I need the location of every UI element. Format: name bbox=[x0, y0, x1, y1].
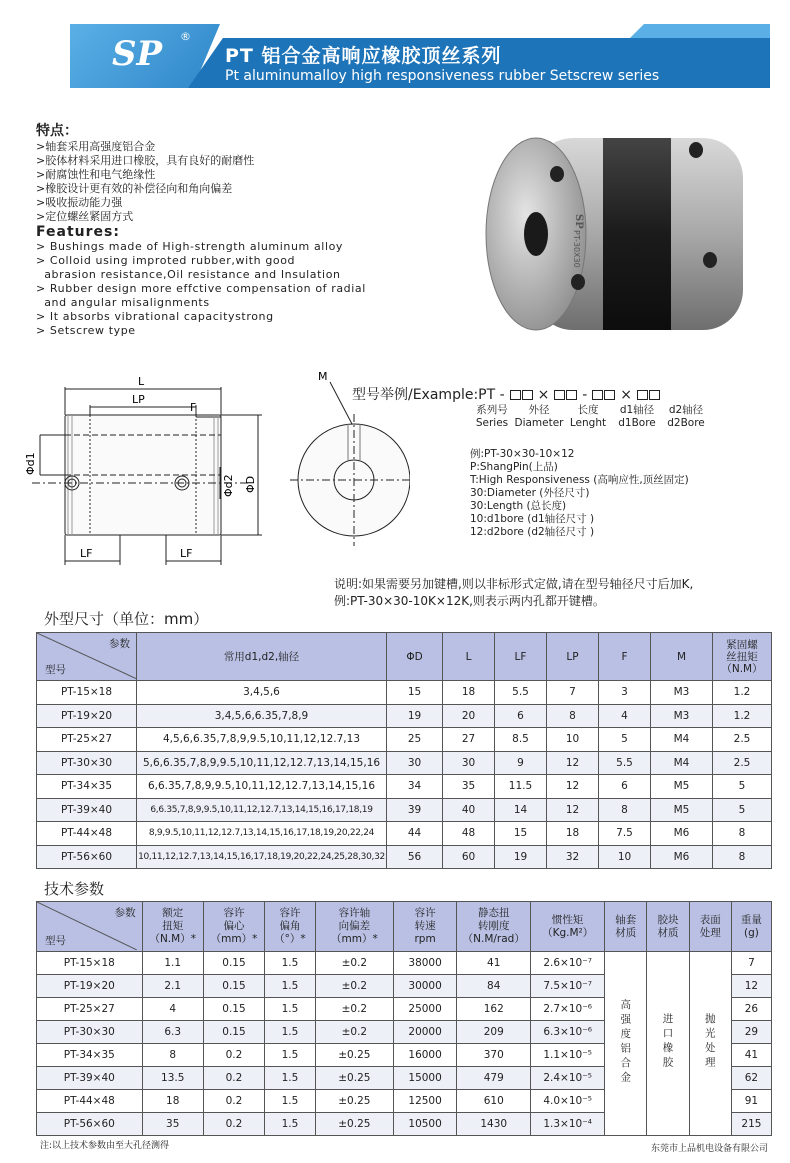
value-cell: 6,6.35,7,8,9,9.5,10,11,12,12.7,13,14,15,16,17,18,19 bbox=[137, 798, 387, 822]
dimension-table bbox=[36, 632, 772, 869]
rubber-spider bbox=[603, 138, 671, 330]
dim-header-cell: 常用d1,d2,轴径 bbox=[137, 633, 387, 681]
value-cell: 370 bbox=[457, 1044, 531, 1067]
example-line: T:High Responsiveness (高响应性,顶丝固定) bbox=[470, 474, 689, 486]
model-cell: PT-15×18 bbox=[37, 681, 137, 705]
value-cell: 209 bbox=[457, 1021, 531, 1044]
tech-table-header bbox=[37, 902, 772, 952]
value-cell: 3,4,5,6 bbox=[137, 681, 387, 705]
value-cell: 0.15 bbox=[203, 975, 264, 998]
value-cell: 5,6,6.35,7,8,9,9.5,10,11,12,12.7,13,14,15,16 bbox=[137, 751, 387, 775]
dim-header-cell: LF bbox=[495, 633, 547, 681]
value-cell: 10 bbox=[547, 728, 599, 752]
tech-header-line: （mm）* bbox=[210, 933, 258, 945]
value-cell: 0.15 bbox=[203, 1021, 264, 1044]
diag-bottom-label: 型号 bbox=[45, 664, 66, 676]
footer-note: 注:以上技术参数由至大孔径测得 bbox=[40, 1141, 170, 1151]
tech-header-cell bbox=[731, 902, 771, 952]
value-cell: 30000 bbox=[393, 975, 456, 998]
example-lines bbox=[470, 448, 689, 539]
tech-header-line: 处理 bbox=[699, 926, 721, 939]
dim-header-torque-line: 丝扭矩 bbox=[726, 650, 758, 663]
value-cell: 4 bbox=[599, 704, 651, 728]
example-line: 例:PT-30×30-10×12 bbox=[470, 448, 575, 460]
table-row bbox=[37, 704, 772, 728]
tech-header-line: 惯性矩 bbox=[551, 913, 584, 926]
value-cell: 6 bbox=[495, 704, 547, 728]
model-cell: PT-30×30 bbox=[37, 1021, 143, 1044]
tech-header-line: 偏角 bbox=[279, 920, 301, 932]
value-cell: 1.1 bbox=[142, 952, 203, 975]
features-cn bbox=[36, 120, 254, 224]
value-cell: 9 bbox=[495, 751, 547, 775]
registered-mark: ® bbox=[180, 30, 191, 43]
tech-section-title: 技术参数 bbox=[44, 880, 105, 898]
model-cell: PT-19×20 bbox=[37, 975, 143, 998]
model-cell: PT-56×60 bbox=[37, 1113, 143, 1136]
model-cell: PT-25×27 bbox=[37, 998, 143, 1021]
model-cell: PT-44×48 bbox=[37, 1090, 143, 1113]
value-cell: 1.1×10⁻⁵ bbox=[531, 1044, 605, 1067]
feature-item-en: > It absorbs vibrational capacitystrong bbox=[36, 310, 274, 323]
value-cell: 1.5 bbox=[265, 1090, 316, 1113]
value-cell: 3,4,5,6,6.35,7,8,9 bbox=[137, 704, 387, 728]
engraving-logo: SP bbox=[573, 214, 584, 229]
model-cell: PT-56×60 bbox=[37, 845, 137, 869]
example-legend-cn bbox=[470, 404, 710, 417]
value-cell: 35 bbox=[142, 1113, 203, 1136]
value-cell: 13.5 bbox=[142, 1067, 203, 1090]
example-line: 12:d2bore (d2轴径尺寸 ) bbox=[470, 526, 595, 538]
features-list-en bbox=[36, 240, 366, 338]
tech-header-line: 静态扭 bbox=[477, 907, 510, 919]
value-cell: M3 bbox=[651, 681, 713, 705]
value-cell: 30 bbox=[387, 751, 443, 775]
value-cell: 479 bbox=[457, 1067, 531, 1090]
brand-logo: SP bbox=[112, 34, 163, 74]
diag-top-label: 参数 bbox=[114, 907, 136, 919]
feature-item-cn: >定位螺丝紧固方式 bbox=[36, 210, 134, 223]
value-cell: 0.2 bbox=[203, 1090, 264, 1113]
example-col-en: Diameter bbox=[514, 417, 564, 429]
example-sep: × bbox=[620, 387, 632, 403]
dim-table-header bbox=[37, 633, 772, 681]
table-row bbox=[37, 775, 772, 799]
value-cell: 12500 bbox=[393, 1090, 456, 1113]
tech-header-line: 扭矩 bbox=[162, 920, 184, 932]
side-view-drawing bbox=[20, 375, 280, 575]
example-legend bbox=[470, 404, 710, 430]
value-cell: 5 bbox=[713, 775, 772, 799]
dim-label-LP: LP bbox=[132, 393, 145, 406]
value-cell: 18 bbox=[547, 822, 599, 846]
tech-header-line: 材质 bbox=[657, 926, 679, 939]
keyway-note-line: 例:PT-30×30-10K×12K,则表示两内孔都开键槽。 bbox=[334, 594, 605, 608]
tech-header-cell bbox=[393, 902, 456, 952]
value-cell: 84 bbox=[457, 975, 531, 998]
value-cell: 60 bbox=[443, 845, 495, 869]
features-heading-en: Features: bbox=[36, 224, 120, 240]
example-col-en: Series bbox=[475, 417, 509, 429]
value-cell: 0.2 bbox=[203, 1044, 264, 1067]
tech-header-line: 胶块 bbox=[657, 913, 679, 926]
value-cell: 6.3×10⁻⁶ bbox=[531, 1021, 605, 1044]
example-title bbox=[352, 384, 660, 404]
tech-header-line: 容许轴 bbox=[338, 907, 371, 919]
tech-header-line: （N.M/rad） bbox=[462, 933, 525, 945]
value-cell: 1.5 bbox=[265, 1113, 316, 1136]
diag-header-cell bbox=[37, 902, 143, 952]
value-cell: 8,9,9.5,10,11,12,12.7,13,14,15,16,17,18,19,20,22,24 bbox=[137, 822, 387, 846]
value-cell: 39 bbox=[387, 798, 443, 822]
weight-cell: 7 bbox=[731, 952, 771, 975]
tech-header-line: 偏心 bbox=[223, 920, 245, 932]
value-cell: 2.5 bbox=[713, 751, 772, 775]
value-cell: ±0.25 bbox=[315, 1090, 393, 1113]
value-cell: 20 bbox=[443, 704, 495, 728]
example-sep: × bbox=[537, 387, 550, 403]
dim-label-d2: Φd2 bbox=[222, 474, 235, 497]
page-title-en: Pt aluminumalloy high responsiveness rubber Setscrew series bbox=[225, 68, 660, 84]
feature-item-cn: >轴套采用高强度铝合金 bbox=[36, 140, 156, 153]
example-dash: - bbox=[582, 387, 588, 403]
dim-header-cell: F bbox=[599, 633, 651, 681]
dim-section-title: 外型尺寸（单位：mm） bbox=[44, 610, 209, 628]
example-title-text: 型号举例/Example:PT - bbox=[352, 387, 505, 403]
value-cell: 12 bbox=[547, 751, 599, 775]
dim-table-body bbox=[37, 681, 772, 869]
tech-header-line: （°）* bbox=[274, 933, 306, 945]
value-cell: 14 bbox=[495, 798, 547, 822]
dim-label-LF-left: LF bbox=[80, 547, 93, 560]
value-cell: 56 bbox=[387, 845, 443, 869]
setscrew-hole bbox=[689, 142, 703, 158]
value-cell: 1.5 bbox=[265, 998, 316, 1021]
diag-bottom-label: 型号 bbox=[45, 935, 66, 947]
value-cell: 1.5 bbox=[265, 1067, 316, 1090]
tech-header-line: 材质 bbox=[615, 926, 637, 939]
value-cell: 16000 bbox=[393, 1044, 456, 1067]
value-cell: 8 bbox=[547, 704, 599, 728]
value-cell: 2.1 bbox=[142, 975, 203, 998]
table-row bbox=[37, 751, 772, 775]
value-cell: 44 bbox=[387, 822, 443, 846]
value-cell: 2.4×10⁻⁵ bbox=[531, 1067, 605, 1090]
value-cell: 25000 bbox=[393, 998, 456, 1021]
example-col-en: d1Bore bbox=[618, 417, 656, 429]
example-col-cn: 长度 bbox=[577, 404, 599, 416]
dim-label-d1: Φd1 bbox=[24, 452, 37, 475]
keyway-note bbox=[334, 576, 693, 610]
value-cell: 8 bbox=[142, 1044, 203, 1067]
diag-header-cell bbox=[37, 633, 137, 681]
model-cell: PT-44×48 bbox=[37, 822, 137, 846]
value-cell: 10 bbox=[599, 845, 651, 869]
feature-item-en: > Rubber design more effctive compensation of radial bbox=[36, 282, 366, 295]
value-cell: 19 bbox=[387, 704, 443, 728]
value-cell: 11.5 bbox=[495, 775, 547, 799]
value-cell: 1.5 bbox=[265, 1021, 316, 1044]
value-cell: 1.5 bbox=[265, 975, 316, 998]
bushing-material-cell bbox=[605, 952, 647, 1136]
model-cell: PT-34×35 bbox=[37, 1044, 143, 1067]
example-col-cn: 系列号 bbox=[476, 404, 508, 416]
dim-label-LF-right: LF bbox=[180, 547, 193, 560]
tech-header-cell bbox=[689, 902, 731, 952]
banner-accent bbox=[630, 24, 770, 38]
example-line: 30:Length (总长度) bbox=[470, 500, 567, 512]
vertical-text: 高强度铝合金 bbox=[619, 998, 632, 1086]
dim-header-torque bbox=[713, 633, 772, 681]
table-row bbox=[37, 798, 772, 822]
setscrew-hole bbox=[550, 166, 564, 182]
dim-label-M: M bbox=[318, 370, 328, 383]
value-cell: 5 bbox=[599, 728, 651, 752]
dim-header-cell: L bbox=[443, 633, 495, 681]
value-cell: 32 bbox=[547, 845, 599, 869]
tech-table-body bbox=[37, 952, 772, 1136]
value-cell: 6.3 bbox=[142, 1021, 203, 1044]
setscrew-hole bbox=[703, 252, 717, 268]
value-cell: 8.5 bbox=[495, 728, 547, 752]
value-cell: 25 bbox=[387, 728, 443, 752]
feature-item-en: > Bushings made of High-strength aluminum alloy bbox=[36, 240, 344, 253]
value-cell: 15 bbox=[387, 681, 443, 705]
value-cell: 27 bbox=[443, 728, 495, 752]
value-cell: 3 bbox=[599, 681, 651, 705]
dim-header-torque-line: （N.M） bbox=[721, 662, 763, 675]
tech-header-line: 向偏差 bbox=[338, 920, 371, 932]
value-cell: 1.3×10⁻⁴ bbox=[531, 1113, 605, 1136]
value-cell: 0.15 bbox=[203, 952, 264, 975]
value-cell: 48 bbox=[443, 822, 495, 846]
dim-header-torque-line: 紧固螺 bbox=[726, 638, 758, 651]
feature-item-cn: >橡胶设计更有效的补偿径向和角向偏差 bbox=[36, 182, 233, 195]
model-cell: PT-25×27 bbox=[37, 728, 137, 752]
example-line: P:ShangPin(上品) bbox=[470, 461, 558, 473]
value-cell: 4.0×10⁻⁵ bbox=[531, 1090, 605, 1113]
product-photo bbox=[478, 130, 760, 340]
value-cell: 40 bbox=[443, 798, 495, 822]
engraving-model: PT-30X30 bbox=[572, 230, 581, 268]
value-cell: M5 bbox=[651, 775, 713, 799]
value-cell: 5.5 bbox=[599, 751, 651, 775]
tech-header-line: （N.M）* bbox=[149, 933, 196, 945]
tech-header-line: 额定 bbox=[162, 907, 184, 919]
value-cell: 8 bbox=[599, 798, 651, 822]
feature-item-en: > Colloid using improted rubber,with good bbox=[36, 254, 296, 267]
value-cell: 4,5,6,6.35,7,8,9,9.5,10,11,12,12.7,13 bbox=[137, 728, 387, 752]
value-cell: 0.2 bbox=[203, 1067, 264, 1090]
tech-header-line: 转刚度 bbox=[477, 920, 510, 932]
table-row bbox=[37, 681, 772, 705]
dim-label-L: L bbox=[138, 375, 145, 388]
table-row bbox=[37, 845, 772, 869]
value-cell: 4 bbox=[142, 998, 203, 1021]
value-cell: 0.2 bbox=[203, 1113, 264, 1136]
tech-header-line: 容许 bbox=[279, 907, 301, 919]
value-cell: 18 bbox=[443, 681, 495, 705]
rubber-material-cell bbox=[647, 952, 689, 1136]
value-cell: 15000 bbox=[393, 1067, 456, 1090]
value-cell: M6 bbox=[651, 845, 713, 869]
tech-header-line: 转速 bbox=[414, 920, 436, 932]
value-cell: M3 bbox=[651, 704, 713, 728]
value-cell: 12 bbox=[547, 775, 599, 799]
table-row bbox=[37, 822, 772, 846]
value-cell: 2.6×10⁻⁷ bbox=[531, 952, 605, 975]
value-cell: M4 bbox=[651, 751, 713, 775]
value-cell: ±0.2 bbox=[315, 998, 393, 1021]
dim-header-cell: M bbox=[651, 633, 713, 681]
feature-item-cn: >胶体材料采用进口橡胶，具有良好的耐磨性 bbox=[36, 154, 255, 167]
weight-cell: 12 bbox=[731, 975, 771, 998]
example-col-cn: d1轴径 bbox=[619, 404, 655, 416]
surface-material-cell bbox=[689, 952, 731, 1136]
value-cell: 34 bbox=[387, 775, 443, 799]
value-cell: 7.5×10⁻⁷ bbox=[531, 975, 605, 998]
features-list-cn bbox=[36, 140, 254, 224]
dim-header-cell: LP bbox=[547, 633, 599, 681]
value-cell: M5 bbox=[651, 798, 713, 822]
tech-header-cell bbox=[142, 902, 203, 952]
features-en bbox=[36, 224, 366, 338]
model-cell: PT-30×30 bbox=[37, 751, 137, 775]
value-cell: 1430 bbox=[457, 1113, 531, 1136]
feature-item-en: abrasion resistance,Oil resistance and Insulation bbox=[36, 268, 341, 281]
features-heading-cn: 特点： bbox=[36, 123, 78, 139]
value-cell: 6 bbox=[599, 775, 651, 799]
tech-header-line: 表面 bbox=[699, 913, 721, 926]
tech-header-cell bbox=[647, 902, 689, 952]
footer-company: 东莞市上品机电设备有限公司 bbox=[650, 1144, 768, 1154]
model-cell: PT-39×40 bbox=[37, 1067, 143, 1090]
value-cell: 7.5 bbox=[599, 822, 651, 846]
tech-header-cell bbox=[531, 902, 605, 952]
example-line: 30:Diameter (外径尺寸) bbox=[470, 487, 590, 499]
value-cell: 7 bbox=[547, 681, 599, 705]
value-cell: 18 bbox=[142, 1090, 203, 1113]
diag-top-label: 参数 bbox=[109, 638, 130, 650]
setscrew-hole bbox=[571, 274, 585, 290]
feature-item-cn: >吸收振动能力强 bbox=[36, 196, 123, 209]
weight-cell: 41 bbox=[731, 1044, 771, 1067]
example-col-cn: d2轴径 bbox=[668, 404, 704, 416]
tech-header-cell bbox=[315, 902, 393, 952]
value-cell: ±0.25 bbox=[315, 1044, 393, 1067]
value-cell: 35 bbox=[443, 775, 495, 799]
value-cell: 19 bbox=[495, 845, 547, 869]
tech-header-cell bbox=[605, 902, 647, 952]
value-cell: 1.2 bbox=[713, 704, 772, 728]
value-cell: 15 bbox=[495, 822, 547, 846]
tech-header-line: rpm bbox=[414, 933, 436, 945]
tech-header-cell bbox=[203, 902, 264, 952]
value-cell: 2.7×10⁻⁶ bbox=[531, 998, 605, 1021]
value-cell: 1.2 bbox=[713, 681, 772, 705]
feature-item-en: > Setscrew type bbox=[36, 324, 136, 337]
value-cell: M4 bbox=[651, 728, 713, 752]
example-col-en: Lenght bbox=[569, 417, 607, 429]
vertical-text: 进口橡胶 bbox=[661, 1013, 674, 1071]
value-cell: 8 bbox=[713, 845, 772, 869]
value-cell: ±0.25 bbox=[315, 1113, 393, 1136]
example-line: 10:d1bore (d1轴径尺寸 ) bbox=[470, 513, 595, 525]
model-cell: PT-39×40 bbox=[37, 798, 137, 822]
tech-header-line: 轴套 bbox=[615, 913, 637, 926]
weight-cell: 215 bbox=[731, 1113, 771, 1136]
header-banner bbox=[70, 24, 770, 88]
value-cell: ±0.2 bbox=[315, 1021, 393, 1044]
value-cell: 162 bbox=[457, 998, 531, 1021]
dim-label-F: F bbox=[190, 401, 197, 414]
value-cell: 10500 bbox=[393, 1113, 456, 1136]
value-cell: 5 bbox=[713, 798, 772, 822]
value-cell: 10,11,12,12.7,13,14,15,16,17,18,19,20,22,24,25,28,30,32 bbox=[137, 845, 387, 869]
weight-cell: 29 bbox=[731, 1021, 771, 1044]
value-cell: 6,6.35,7,8,9,9.5,10,11,12,12.7,13,14,15,16 bbox=[137, 775, 387, 799]
page-title-cn: PT 铝合金高响应橡胶顶丝系列 bbox=[225, 45, 502, 67]
value-cell: ±0.25 bbox=[315, 1067, 393, 1090]
tech-header-line: 容许 bbox=[223, 907, 245, 919]
technical-table bbox=[36, 901, 772, 1136]
tech-header-line: （mm）* bbox=[330, 933, 378, 945]
tech-header-cell bbox=[265, 902, 316, 952]
value-cell: ±0.2 bbox=[315, 952, 393, 975]
feature-item-en: and angular misalignments bbox=[36, 296, 210, 309]
value-cell: 12 bbox=[547, 798, 599, 822]
example-legend-en bbox=[470, 417, 710, 430]
value-cell: 2.5 bbox=[713, 728, 772, 752]
value-cell: 41 bbox=[457, 952, 531, 975]
tech-header-line: 重量 bbox=[740, 913, 762, 926]
value-cell: M6 bbox=[651, 822, 713, 846]
feature-item-cn: >耐腐蚀性和电气绝缘性 bbox=[36, 168, 156, 181]
value-cell: 20000 bbox=[393, 1021, 456, 1044]
table-row bbox=[37, 728, 772, 752]
value-cell: 0.15 bbox=[203, 998, 264, 1021]
value-cell: 610 bbox=[457, 1090, 531, 1113]
vertical-text: 抛光处理 bbox=[703, 1013, 716, 1071]
value-cell: 30 bbox=[443, 751, 495, 775]
value-cell: 1.5 bbox=[265, 952, 316, 975]
tech-header-line: (g) bbox=[743, 926, 759, 939]
keyway-note-line: 说明:如果需要另加键槽,则以非标形式定做,请在型号轴径尺寸后加K, bbox=[334, 577, 694, 591]
bore-hole bbox=[524, 212, 548, 256]
tech-header-line: （Kg.M²） bbox=[542, 926, 594, 939]
tech-header-line: 容许 bbox=[414, 907, 436, 919]
dim-label-D: ΦD bbox=[244, 475, 257, 493]
weight-cell: 62 bbox=[731, 1067, 771, 1090]
example-col-cn: 外径 bbox=[528, 404, 550, 416]
value-cell: 8 bbox=[713, 822, 772, 846]
value-cell: 5.5 bbox=[495, 681, 547, 705]
tech-header-cell bbox=[457, 902, 531, 952]
dim-header-cell: ΦD bbox=[387, 633, 443, 681]
model-cell: PT-34×35 bbox=[37, 775, 137, 799]
value-cell: 1.5 bbox=[265, 1044, 316, 1067]
value-cell: 38000 bbox=[393, 952, 456, 975]
model-cell: PT-19×20 bbox=[37, 704, 137, 728]
table-row bbox=[37, 952, 772, 975]
weight-cell: 91 bbox=[731, 1090, 771, 1113]
weight-cell: 26 bbox=[731, 998, 771, 1021]
value-cell: ±0.2 bbox=[315, 975, 393, 998]
model-cell: PT-15×18 bbox=[37, 952, 143, 975]
example-col-en: d2Bore bbox=[667, 417, 705, 429]
